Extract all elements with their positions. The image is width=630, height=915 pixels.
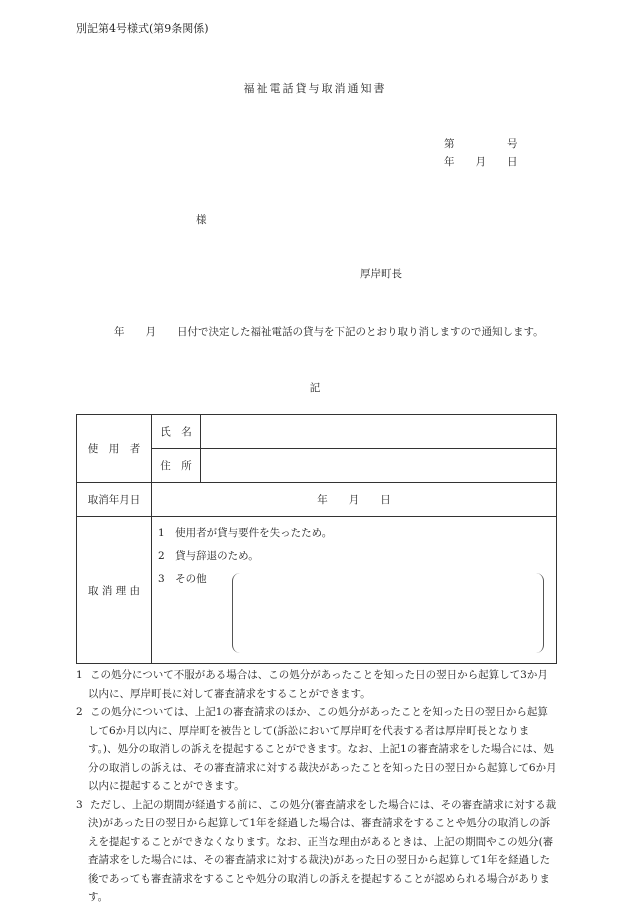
cancel-date-label: 取消年月日 bbox=[77, 483, 152, 517]
document-title: 福祉電話貸与取消通知書 bbox=[243, 82, 387, 95]
note-text: この処分について不服がある場合は、この処分があったことを知った日の翌日から起算して3か月以内に、厚岸町長に対して審査請求をすることができます。 bbox=[88, 669, 548, 700]
addressee-suffix: 様 bbox=[196, 214, 207, 226]
note-number: 2 bbox=[76, 706, 83, 718]
reason-cell bbox=[152, 517, 557, 664]
user-label: 使 用 者 bbox=[77, 415, 152, 483]
cancel-date-value: 年 月 日 bbox=[152, 483, 557, 517]
note-number: 1 bbox=[76, 669, 83, 681]
other-reason-bracket bbox=[232, 573, 544, 653]
ki-label: 記 bbox=[309, 382, 321, 394]
reason-item: 3 その他 bbox=[158, 573, 207, 585]
note-number: 3 bbox=[76, 798, 83, 811]
name-value-cell bbox=[201, 415, 557, 449]
details-table bbox=[76, 414, 557, 664]
address-label: 住 所 bbox=[152, 449, 201, 483]
reason-item: 1 使用者が貸与要件を失ったため。 bbox=[158, 527, 333, 539]
name-label: 氏 名 bbox=[152, 415, 201, 449]
note-text: ただし、上記の期間が経過する前に、この処分(審査請求をした場合には、その審査請求に対する裁決)があった日の翌日から起算して1年を経過した場合は、審査請求をすることや処分の取消しの訴えを提起することができなくなります。なお、正当な理由があるときは、上記の期間やこの処分(審査請求をした場合には、その審査請求に対する裁決)があった日の翌日から起算して1年を経過した後であっても審査請求をすることや処分の取消しの訴えを提起することが認められる場合があります。 bbox=[88, 798, 557, 903]
note-item bbox=[76, 703, 557, 796]
document-date: 年 月 日 bbox=[444, 156, 518, 168]
body-text: 年 月 日付で決定した福祉電話の貸与を下記のとおり取り消しますので通知します。 bbox=[114, 326, 544, 338]
notes-list bbox=[76, 666, 557, 907]
reason-label: 取 消 理 由 bbox=[77, 517, 152, 664]
form-label: 別記第4号様式(第9条関係) bbox=[76, 22, 209, 35]
issuer: 厚岸町長 bbox=[360, 268, 402, 280]
note-text: この処分については、上記1の審査請求のほか、この処分があったことを知った日の翌日から起算して6か月以内に、厚岸町を被告として(訴訟において厚岸町を代表する者は厚岸町長となります。)、処分の取消しの訴えを提起することができます。なお、上記1の審査請求をした場合には、処分の取消しの訴えは、その審査請求に対する裁決があったことを知った日の翌日から起算して6か月以内に提起することができます。 bbox=[88, 706, 557, 792]
address-value-cell bbox=[201, 449, 557, 483]
document-number: 第 号 bbox=[444, 138, 518, 150]
note-item bbox=[76, 666, 557, 703]
note-item bbox=[76, 796, 557, 907]
reason-item: 2 貸与辞退のため。 bbox=[158, 550, 259, 562]
